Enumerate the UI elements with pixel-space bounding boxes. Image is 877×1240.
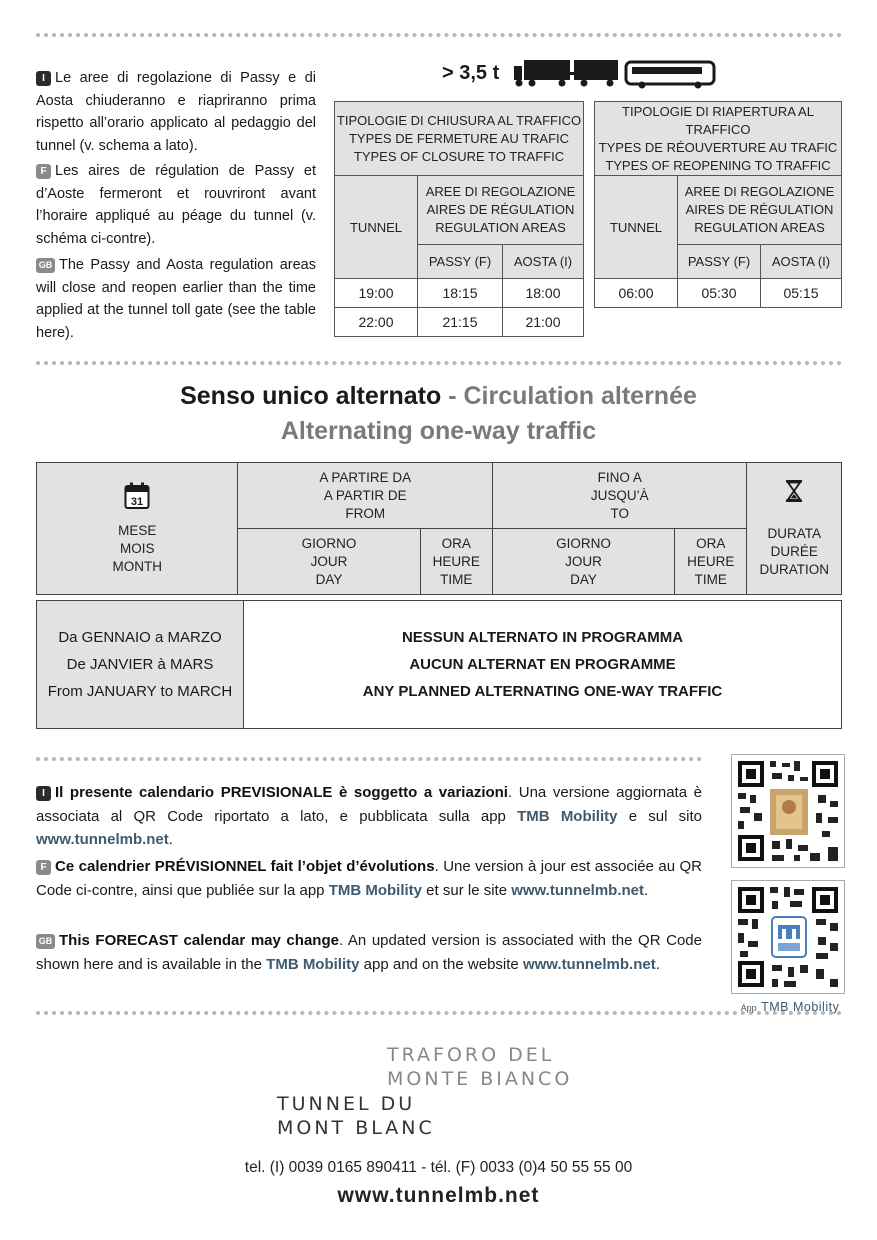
app-link[interactable]: TMB Mobility <box>328 881 423 899</box>
weight-label: > 3,5 t <box>442 62 500 84</box>
reopening-table <box>594 101 842 308</box>
from-day-header: GIORNO JOUR DAY <box>238 529 420 595</box>
logo-traforo: TRAFORO DEL MONTE BIANCO <box>387 1044 573 1090</box>
to-time-header: ORA HEURE TIME <box>675 529 747 595</box>
truck-bus-icon <box>512 58 718 90</box>
section-title: Senso unico alternato - Circulation alternée <box>180 382 697 410</box>
lang-badge-it: I <box>36 786 51 801</box>
lang-badge-fr: F <box>36 860 51 875</box>
closure-table <box>334 101 584 337</box>
website-link[interactable]: www.tunnelmb.net <box>36 831 169 848</box>
info-english: GB This FORECAST calendar may change. An updated version is associated with the QR Code shown here and is available in the TMB Mobility app and on the website www.tunnelmb.net. <box>36 932 702 973</box>
table-row: 22:00 21:15 21:00 <box>335 308 584 337</box>
app-caption: App TMB Mobility <box>740 1000 840 1014</box>
note-italian: I Le aree di regolazione di Passy e di Aosta chiuderanno e riapriranno prima rispetto all’orario applicato al pedaggio del tunnel (v. schema a lato). <box>36 70 316 154</box>
closure-table-header: TIPOLOGIE DI CHIUSURA AL TRAFFICO TYPES DE FERMETURE AU TRAFIC TYPES OF CLOSURE TO TRAFFIC <box>335 102 584 176</box>
reopening-areas-header: AREE DI REGOLAZIONE AIRES DE RÉGULATION REGULATION AREAS <box>678 176 842 245</box>
note-english: GB The Passy and Aosta regulation areas will close and reopen earlier than the time applied at the tunnel toll gate (see the table here). <box>36 257 316 341</box>
qr-code-calendar[interactable] <box>731 754 845 868</box>
period-cell: Da GENNAIO a MARZO De JANVIER à MARS From JANUARY to MARCH <box>37 601 244 729</box>
svg-text:31: 31 <box>131 495 144 508</box>
website-link[interactable]: www.tunnelmb.net <box>522 955 656 973</box>
from-time-header: ORA HEURE TIME <box>420 529 492 595</box>
to-header: FINO A JUSQU’À TO <box>492 463 747 529</box>
hourglass-icon <box>785 479 803 503</box>
table-row: 06:00 05:30 05:15 <box>595 279 842 308</box>
qr-code-icon <box>732 755 844 867</box>
separator-middle <box>36 361 842 365</box>
calendar-icon <box>124 482 150 510</box>
info-french: F Ce calendrier PRÉVISIONNEL fait l’objet d’évolutions. Une version à jour est associée au QR Code ci-contre, ainsi que publiée sur la app TMB Mobility et sur le site www.tunnelmb.net. <box>36 858 702 899</box>
qr-code-app[interactable] <box>731 880 845 994</box>
schedule-period-table <box>36 600 842 729</box>
no-alternating-message: NESSUN ALTERNATO IN PROGRAMMA AUCUN ALTERNAT EN PROGRAMME ANY PLANNED ALTERNATING ONE-WAY TRAFFIC <box>244 601 842 729</box>
lang-badge-gb: GB <box>36 934 55 949</box>
note-french: F Les aires de régulation de Passy et d’Aoste fermeront et rouvriront avant l’horaire appliqué au péage du tunnel (v. schéma ci-contre). <box>36 163 316 247</box>
lang-badge-gb: GB <box>36 258 55 273</box>
reopening-tunnel-label: TUNNEL <box>595 176 678 279</box>
qr-code-icon <box>732 881 844 993</box>
reopening-col-aosta: AOSTA (I) <box>761 245 842 279</box>
lang-badge-it: I <box>36 71 51 86</box>
info-italian: I Il presente calendario PREVISIONALE è soggetto a variazioni. Una versione aggiornata è associata al QR Code riportato a lato, e pubblicata sulla app TMB Mobility e sul sito www.tunnelmb.net. <box>36 784 702 848</box>
closure-areas-header: AREE DI REGOLAZIONE AIRES DE RÉGULATION REGULATION AREAS <box>418 176 584 245</box>
closure-tunnel-label: TUNNEL <box>335 176 418 279</box>
contact-phones: tel. (I) 0039 0165 890411 - tél. (F) 0033 (0)4 50 55 55 00 <box>244 1159 633 1176</box>
logo-tunnel: TUNNEL DU MONT BLANC <box>277 1093 435 1139</box>
month-header: 31 MESE MOIS MONTH <box>37 463 238 595</box>
from-header: A PARTIRE DA A PARTIR DE FROM <box>238 463 493 529</box>
table-row: 19:00 18:15 18:00 <box>335 279 584 308</box>
reopening-col-passy: PASSY (F) <box>678 245 761 279</box>
section-subtitle: Alternating one-way traffic <box>280 417 597 445</box>
website-link[interactable]: www.tunnelmb.net <box>511 881 644 899</box>
schedule-header-table <box>36 462 842 595</box>
app-link[interactable]: TMB Mobility <box>517 807 618 825</box>
separator-info-bottom <box>36 1011 842 1015</box>
app-link[interactable]: TMB Mobility <box>266 955 360 973</box>
closure-col-passy: PASSY (F) <box>418 245 503 279</box>
separator-info-top <box>36 757 702 761</box>
website-url[interactable]: www.tunnelmb.net <box>337 1184 540 1207</box>
table-row <box>37 601 842 729</box>
lang-badge-fr: F <box>36 164 51 179</box>
closure-col-aosta: AOSTA (I) <box>503 245 584 279</box>
duration-header: DURATA DURÉE DURATION <box>747 463 842 595</box>
to-day-header: GIORNO JOUR DAY <box>492 529 674 595</box>
reopening-table-header: TIPOLOGIE DI RIAPERTURA AL TRAFFICO TYPES DE RÉOUVERTURE AU TRAFIC TYPES OF REOPENING TO TRAFFIC <box>595 102 842 176</box>
separator-top <box>36 33 842 37</box>
